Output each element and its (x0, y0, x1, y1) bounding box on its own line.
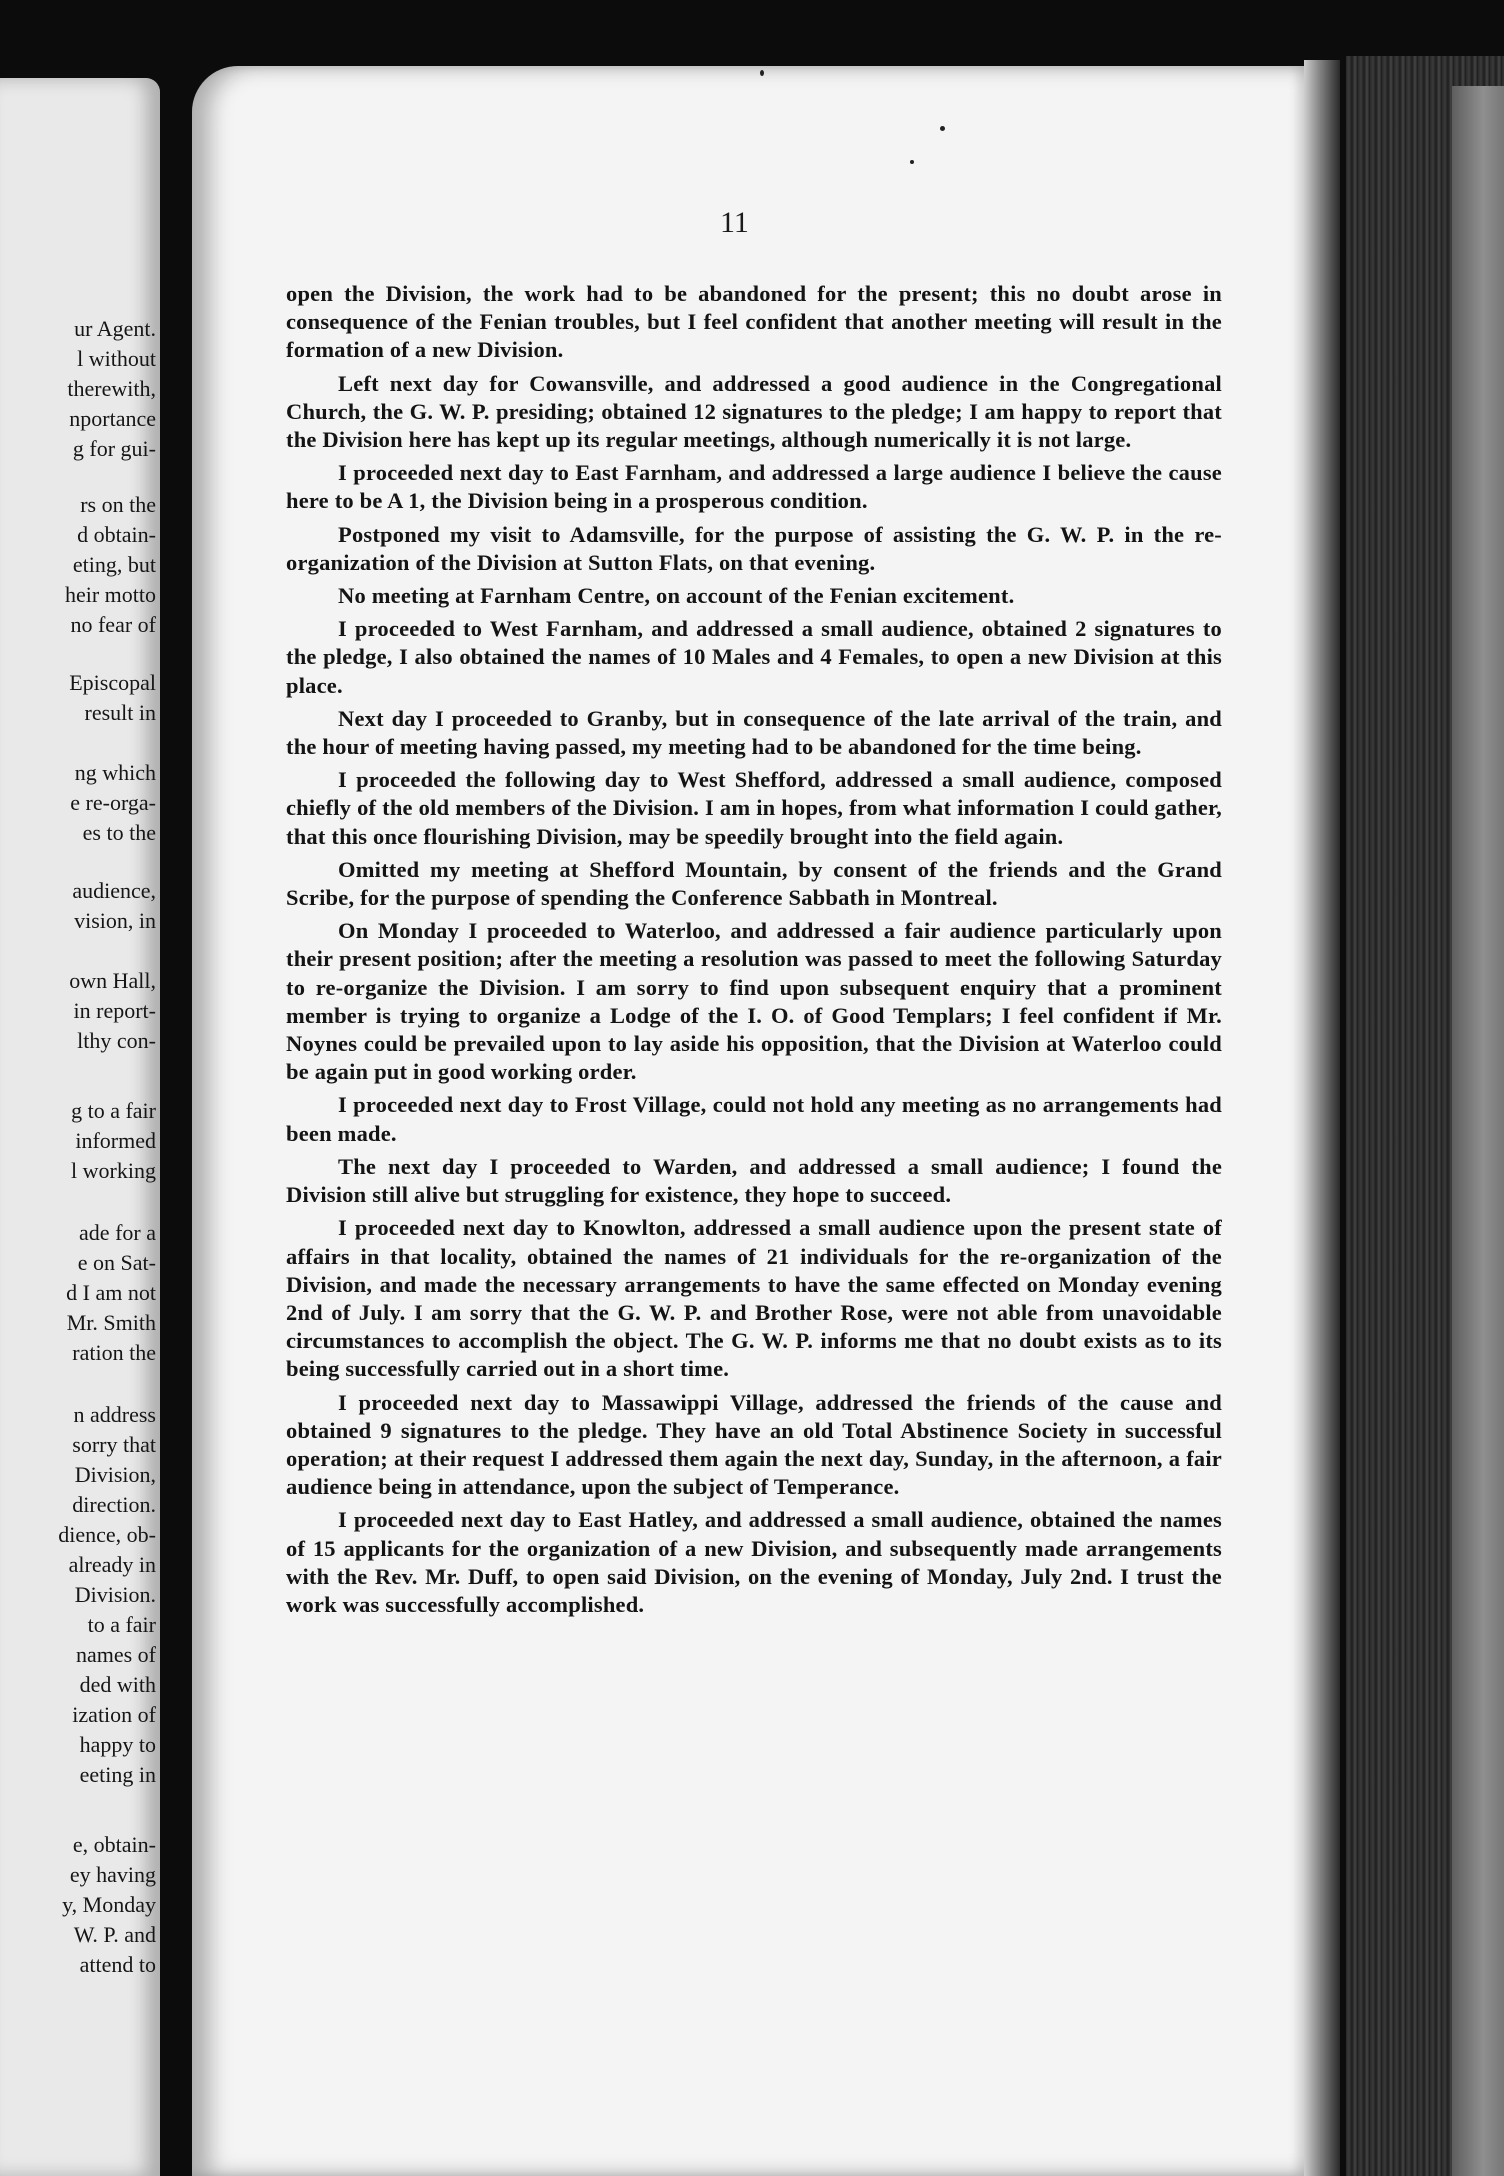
facing-page-left (0, 78, 160, 2176)
left-page-line: ization of (72, 1702, 156, 1727)
left-page-line: n address (73, 1402, 156, 1427)
paragraph: open the Division, the work had to be abandoned for the present; this no doubt arose in consequence of the Fenian troubles, but I feel confident that another meeting will result in the formation of a new Division. (286, 281, 1222, 363)
left-page-line: l working (71, 1158, 156, 1183)
left-page-line: g for gui- (72, 436, 156, 461)
left-page-line: informed (75, 1128, 156, 1153)
left-page-line: g to a fair (71, 1098, 156, 1123)
left-page-line: names of (75, 1642, 156, 1667)
ink-speck (940, 126, 945, 131)
left-page-line: ration the (72, 1340, 156, 1365)
ink-speck (910, 160, 914, 164)
left-page-line: dience, ob- (58, 1522, 156, 1547)
left-page-line: therewith, (67, 376, 156, 401)
left-page-line: audience, (72, 878, 156, 903)
paragraph: I proceeded to West Farnham, and addressed a small audience, obtained 2 signatures to the pledge, I also obtained the names of 10 Males and 4 Females, to open a new Division at this place. (286, 616, 1222, 698)
left-page-line: already in (68, 1552, 156, 1577)
left-page-line: Episcopal (69, 670, 156, 695)
left-page-line: e re-orga- (70, 790, 156, 815)
paragraph: Next day I proceeded to Granby, but in consequence of the late arrival of the train, and the hour of meeting having passed, my meeting had to be abandoned for the time being. (286, 705, 1222, 760)
paragraph: Omitted my meeting at Shefford Mountain, by consent of the friends and the Grand Scribe, for the purpose of spending the Conference Sabbath in Montreal. (286, 856, 1222, 911)
paragraph: I proceeded next day to Massawippi Village, addressed the friends of the cause and obtained 9 signatures to the pledge. They have an old Total Abstinence Society in successful operation; at their request I addressed them again the next day, Sunday, in the afternoon, a fair audience being in attendance, upon the subject of Temperance. (286, 1389, 1222, 1500)
left-page-line: rs on the (80, 492, 156, 517)
book-fore-edge-light (1452, 86, 1504, 2176)
left-page-line: ey having (69, 1862, 156, 1887)
left-page-line: e on Sat- (77, 1250, 156, 1275)
paragraph: I proceeded the following day to West Shefford, addressed a small audience, composed chiefly of the old members of the Division. I am in hopes, from what information I could gather, that this once flourishing Division, may be speedily brought into the field again. (286, 767, 1222, 849)
left-page-line: attend to (79, 1952, 156, 1977)
left-page-line: d I am not (66, 1280, 156, 1305)
left-page-line: vision, in (74, 908, 156, 933)
left-page-line: ded with (79, 1672, 156, 1697)
page-body-text (286, 280, 1222, 1624)
paragraph: I proceeded next day to East Hatley, and addressed a small audience, obtained the names of 15 applicants for the organization of a new Division, and subsequently made arrangements with the Rev. Mr. Duff, to open said Division, on the evening of Monday, July 2nd. I trust the work was successfully accomplished. (286, 1507, 1222, 1617)
paragraph: Postponed my visit to Adamsville, for the purpose of assisting the G. W. P. in the re-organization of the Division at Sutton Flats, on that evening. (286, 521, 1222, 575)
left-page-line: es to the (82, 820, 156, 845)
left-page-line: nportance (69, 406, 156, 431)
left-page-line: to a fair (87, 1612, 156, 1637)
paragraph: Left next day for Cowansville, and addressed a good audience in the Congregational Church, the G. W. P. presiding; obtained 12 signatures to the pledge; I am happy to report that the Division here has kept up its regular meetings, although numerically it is not large. (286, 370, 1222, 453)
left-page-line: e, obtain- (72, 1832, 156, 1857)
left-page-line: heir motto (64, 582, 156, 607)
left-page-line: in report- (73, 998, 156, 1023)
ink-speck (760, 70, 764, 76)
left-page-line: no fear of (70, 612, 156, 637)
left-page-line: Division. (74, 1582, 156, 1607)
paragraph: I proceeded next day to East Farnham, and addressed a large audience I believe the cause here to be A 1, the Division being in a prosperous condition. (286, 460, 1222, 514)
page-edge-shadow (1304, 60, 1340, 2176)
left-page-line: direction. (72, 1492, 156, 1517)
left-page-line: ng which (74, 760, 156, 785)
left-page-line: d obtain- (77, 522, 156, 547)
paragraph: The next day I proceeded to Warden, and addressed a small audience; I found the Division still alive but struggling for existence, they hope to succeed. (286, 1153, 1222, 1208)
left-page-line: result in (84, 700, 156, 725)
left-page-line: W. P. and (73, 1922, 156, 1947)
paragraph: I proceeded next day to Frost Village, could not hold any meeting as no arrangements had been made. (286, 1092, 1222, 1146)
left-page-line: sorry that (72, 1432, 156, 1457)
paragraph: I proceeded next day to Knowlton, addressed a small audience upon the present state of affairs in that locality, obtained the names of 21 individuals for the re-organization of the Division, and made the necessary arrangements to have the same effected on Monday evening 2nd of July. I am sorry that the G. W. P. and Brother Rose, were not able from unavoidable circumstances to accomplish the object. The G. W. P. informs me that no doubt exists as to its being successfully carried out in a short time. (286, 1215, 1222, 1382)
left-page-line: y, Monday (62, 1892, 156, 1917)
left-page-line: own Hall, (69, 968, 156, 993)
left-page-line: ade for a (79, 1220, 156, 1245)
paragraph: No meeting at Farnham Centre, on account of the Fenian excitement. (338, 583, 1015, 609)
left-page-line: Division, (74, 1462, 156, 1487)
left-page-line: lthy con- (77, 1028, 156, 1053)
left-page-line: ur Agent. (74, 316, 156, 341)
left-page-line: eeting in (79, 1762, 156, 1787)
paragraph: On Monday I proceeded to Waterloo, and addressed a fair audience particularly upon their present position; after the meeting a resolution was passed to meet the following Saturday to re-organize the Division. I am sorry to find upon subsequent enquiry that a prominent member is trying to organize a Lodge of the I. O. of Good Templars; I feel confident if Mr. Noynes could be prevailed upon to lay aside his opposition, that the Division at Waterloo could be again put in good working order. (286, 918, 1222, 1085)
left-page-line: l without (77, 346, 156, 371)
page-number: 11 (720, 206, 749, 239)
left-page-line: Mr. Smith (66, 1310, 156, 1335)
left-page-line: eting, but (72, 552, 156, 577)
left-page-line: happy to (79, 1732, 156, 1757)
